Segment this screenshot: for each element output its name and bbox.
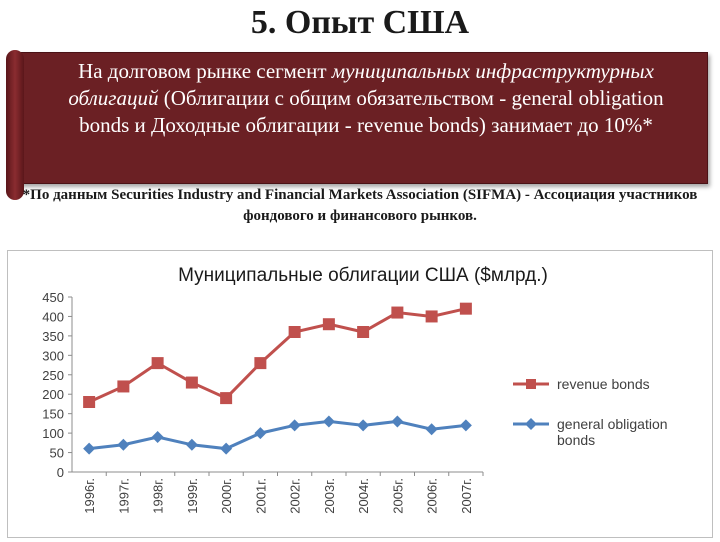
x-tick-label: 2003г.	[321, 478, 337, 514]
banner-text-italic: муниципальных инфраструктурных облигаций	[68, 59, 654, 110]
data-point	[391, 307, 403, 319]
y-tick-label: 50	[49, 445, 64, 461]
data-point	[220, 443, 232, 455]
y-tick-label: 150	[42, 406, 64, 422]
series-line	[89, 309, 466, 402]
data-point	[289, 419, 301, 431]
x-tick-label: 1998г.	[150, 478, 166, 514]
data-point	[254, 357, 266, 369]
data-point	[323, 415, 335, 427]
data-point	[254, 427, 266, 439]
x-tick-label: 1997г.	[116, 478, 132, 514]
x-tick-label: 2007г.	[458, 478, 474, 514]
data-point	[117, 439, 129, 451]
data-point	[289, 326, 301, 338]
data-point	[152, 357, 164, 369]
y-tick-label: 250	[42, 367, 64, 383]
y-tick-label: 0	[56, 465, 64, 480]
y-tick-label: 450	[42, 290, 64, 305]
data-point	[220, 392, 232, 404]
data-point	[83, 443, 95, 455]
data-point	[426, 423, 438, 435]
scroll-curl-left	[6, 50, 24, 200]
x-tick-label: 2005г.	[390, 478, 406, 514]
x-tick-label: 1996г.	[82, 478, 98, 514]
x-tick-label: 2004г.	[356, 478, 372, 514]
legend-marker	[525, 418, 537, 430]
data-point	[186, 439, 198, 451]
y-tick-label: 350	[42, 328, 64, 344]
legend-marker	[526, 379, 536, 389]
banner-text-part2: (Облигации с общим обязательством - general obligation bonds и Доходные облигации - revenue bonds) занимает до 10%*	[79, 86, 664, 137]
legend-label: revenue bonds	[557, 376, 650, 392]
banner-text-part1: На долговом рынке сегмент	[78, 59, 332, 83]
data-point	[426, 310, 438, 322]
y-tick-label: 400	[42, 309, 64, 325]
series-line	[89, 421, 466, 448]
data-point	[83, 396, 95, 408]
slide-title: 5. Опыт США	[250, 4, 470, 41]
line-chart	[8, 251, 712, 537]
data-point	[460, 303, 472, 315]
x-tick-label: 2002г.	[287, 478, 303, 514]
banner-scroll	[6, 46, 716, 198]
y-tick-label: 300	[42, 348, 64, 364]
data-point	[186, 377, 198, 389]
x-tick-label: 2000г.	[219, 478, 235, 514]
legend-label: general obligation bonds	[557, 416, 668, 448]
data-point	[323, 318, 335, 330]
data-point	[357, 326, 369, 338]
y-tick-label: 200	[42, 387, 64, 403]
data-point	[357, 419, 369, 431]
chart-title: Муниципальные облигации США ($млрд.)	[178, 265, 548, 286]
y-tick-label: 100	[42, 426, 64, 442]
footnote: *По данным Securities Industry and Financial Markets Association (SIFMA) - Ассоциация участников фондового и финансового рынков.	[22, 187, 698, 224]
chart-container	[7, 250, 713, 538]
data-point	[117, 380, 129, 392]
x-tick-label: 2006г.	[424, 478, 440, 514]
data-point	[391, 415, 403, 427]
x-tick-label: 2001г.	[253, 478, 269, 514]
data-point	[152, 431, 164, 443]
data-point	[460, 419, 472, 431]
banner-text	[46, 58, 686, 139]
x-tick-label: 1999г.	[184, 478, 200, 514]
